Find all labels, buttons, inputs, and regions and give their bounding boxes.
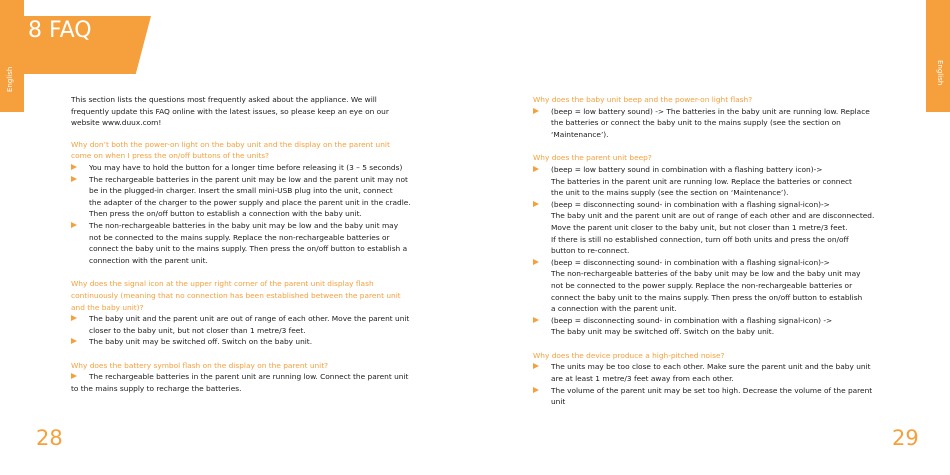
triangle-right-icon bbox=[533, 317, 539, 323]
faq-question bbox=[533, 152, 883, 164]
faq-answer bbox=[533, 315, 883, 338]
faq-answer bbox=[71, 313, 421, 336]
faq-answer-line: (beep = disconnecting sound- in combination with a flashing signal-icon)-> bbox=[551, 199, 830, 209]
faq-section bbox=[71, 360, 421, 395]
chapter-title: 8 FAQ bbox=[28, 18, 92, 43]
faq-answer-list bbox=[533, 164, 883, 338]
faq-question-line: and the baby unit)? bbox=[71, 302, 144, 312]
faq-answer-list bbox=[533, 361, 883, 407]
faq-question-line: Why does the baby unit beep and the power-on light flash? bbox=[533, 95, 753, 104]
faq-answer-line: connect the baby unit to the mains supply. Then press the on/off button to establish a bbox=[89, 244, 408, 254]
faq-answer-line: (beep = disconnecting sound- in combination with a flashing signal-icon) -> bbox=[551, 315, 833, 325]
faq-answer bbox=[71, 162, 421, 174]
faq-question-line: Why does the signal icon at the upper right corner of the parent unit display flash bbox=[71, 279, 374, 289]
faq-answer-line: (beep = low battery sound in combination with a flashing battery icon)-> bbox=[551, 164, 823, 174]
right-faq-list bbox=[533, 94, 883, 408]
faq-answer bbox=[533, 361, 883, 384]
faq-answer bbox=[533, 199, 883, 257]
triangle-right-icon bbox=[71, 373, 77, 379]
triangle-right-icon bbox=[533, 108, 539, 114]
faq-answer-line: Then press the on/off button to establish a connection with the baby unit. bbox=[89, 209, 362, 219]
faq-question bbox=[533, 94, 883, 106]
side-tab-right-label: English bbox=[936, 60, 944, 86]
side-tab-left-label: English bbox=[6, 66, 14, 92]
side-tab-right bbox=[926, 0, 950, 112]
left-faq-list bbox=[71, 139, 421, 395]
faq-answer-line: The baby unit may be switched off. Switch on the baby unit. bbox=[89, 337, 313, 347]
side-tab-left bbox=[0, 0, 24, 112]
triangle-right-icon bbox=[533, 259, 539, 265]
intro-line: website www.duux.com! bbox=[71, 118, 162, 128]
faq-answer-line: be in the plugged-in charger. Insert the small mini-USB plug into the unit, connect bbox=[89, 186, 393, 196]
page-number-right: 29 bbox=[892, 426, 919, 450]
faq-answer-line: button to re-connect. bbox=[551, 246, 630, 256]
faq-answer-line: The baby unit may be switched off. Switch on the baby unit. bbox=[551, 327, 775, 337]
faq-answer-line: The batteries in the parent unit are running low. Replace the batteries or connect bbox=[551, 176, 852, 186]
faq-answer-line: are at least 1 metre/3 feet away from each other. bbox=[551, 374, 734, 384]
faq-answer-line: The non-rechargeable batteries in the baby unit may be low and the baby unit may bbox=[89, 220, 399, 230]
faq-answer-line: You may have to hold the button for a longer time before releasing it (3 – 5 seconds) bbox=[89, 162, 403, 172]
faq-answer-line: (beep = disconnecting sound- in combination with a flashing signal-icon)-> bbox=[551, 257, 830, 267]
intro-line: This section lists the questions most frequently asked about the appliance. We will bbox=[71, 95, 377, 104]
faq-answer-line: not be connected to the mains supply. Replace the non-rechargeable batteries or bbox=[89, 232, 390, 242]
faq-question-line: Why does the device produce a high-pitched noise? bbox=[533, 350, 725, 360]
faq-answer-line: the unit to the mains supply (see the section on ‘Maintenance’). bbox=[551, 188, 789, 198]
faq-section bbox=[71, 139, 421, 267]
triangle-right-icon bbox=[71, 164, 77, 170]
faq-answer-line: The non-rechargeable batteries of the baby unit may be low and the baby unit may bbox=[551, 269, 861, 279]
faq-answer-line: If there is still no established connection, turn off both units and press the on/off bbox=[551, 234, 849, 244]
triangle-right-icon bbox=[533, 363, 539, 369]
faq-section bbox=[533, 152, 883, 338]
page-number-left: 28 bbox=[36, 426, 63, 450]
faq-answer bbox=[71, 220, 421, 266]
faq-question bbox=[533, 350, 883, 362]
faq-answer-line: not be connected to the power supply. Replace the non-rechargeable batteries or bbox=[551, 280, 853, 290]
faq-question-line: Why does the battery symbol flash on the display on the parent unit? bbox=[71, 360, 329, 370]
faq-answer-line: connection with the parent unit. bbox=[89, 255, 208, 265]
faq-question-line: Why don’t both the power-on light on the baby unit and the display on the parent unit bbox=[71, 139, 390, 149]
faq-section bbox=[533, 350, 883, 408]
faq-answer-line: to the mains supply to recharge the batteries. bbox=[71, 384, 242, 394]
faq-answer bbox=[71, 336, 421, 348]
faq-answer-line: connect the baby unit to the mains supply. Then press the on/off button to establish bbox=[551, 292, 863, 302]
faq-answer-list bbox=[71, 162, 421, 266]
faq-answer-line: the batteries or connect the baby unit to the mains supply (see the section on bbox=[551, 118, 841, 128]
triangle-right-icon bbox=[71, 315, 77, 321]
triangle-right-icon bbox=[71, 176, 77, 182]
faq-answer-list bbox=[71, 371, 421, 394]
faq-answer-line: The rechargeable batteries in the parent unit may be low and the parent unit may not bbox=[89, 174, 408, 184]
triangle-right-icon bbox=[71, 222, 77, 228]
right-column bbox=[533, 94, 883, 420]
faq-answer bbox=[533, 164, 883, 199]
triangle-right-icon bbox=[71, 338, 77, 344]
faq-answer-line: unit bbox=[551, 397, 566, 407]
faq-answer-line: a connection with the parent unit. bbox=[551, 304, 677, 314]
faq-answer-line: closer to the baby unit, but not closer than 1 metre/3 feet. bbox=[89, 325, 306, 335]
faq-answer-list bbox=[71, 313, 421, 348]
faq-answer-line: The baby unit and the parent unit are out of range of each other. Move the parent unit bbox=[89, 314, 410, 324]
faq-section bbox=[71, 278, 421, 348]
faq-answer bbox=[71, 371, 421, 394]
faq-section bbox=[533, 94, 883, 140]
triangle-right-icon bbox=[533, 166, 539, 172]
triangle-right-icon bbox=[533, 387, 539, 393]
faq-answer-line: (beep = low battery sound) -> The batteries in the baby unit are running low. Replace bbox=[551, 106, 870, 116]
faq-answer bbox=[533, 385, 883, 408]
faq-answer-line: The volume of the parent unit may be set too high. Decrease the volume of the parent bbox=[551, 385, 873, 395]
faq-answer bbox=[71, 174, 421, 220]
faq-answer-line: The rechargeable batteries in the parent unit are running low. Connect the parent unit bbox=[89, 372, 409, 382]
faq-question-line: Why does the parent unit beep? bbox=[533, 153, 652, 163]
intro-line: frequently update this FAQ online with the latest issues, so please keep an eye on our bbox=[71, 106, 389, 116]
faq-answer-line: the adapter of the charger to the power supply and place the parent unit in the cradle. bbox=[89, 197, 411, 207]
faq-question bbox=[71, 139, 421, 162]
faq-answer-line: The units may be too close to each other. Make sure the parent unit and the baby unit bbox=[551, 362, 871, 372]
triangle-right-icon bbox=[533, 201, 539, 207]
faq-question-line: continuously (meaning that no connection has been established between the parent unit bbox=[71, 290, 401, 300]
faq-answer-line: ‘Maintenance’). bbox=[551, 129, 609, 139]
faq-answer-line: Move the parent unit closer to the baby unit, but not closer than 1 metre/3 feet. bbox=[551, 222, 848, 232]
faq-question bbox=[71, 278, 421, 313]
left-column bbox=[71, 94, 421, 407]
faq-question-line: come on when I press the on/off buttons of the units? bbox=[71, 151, 269, 161]
faq-answer bbox=[533, 257, 883, 315]
faq-answer-line: The baby unit and the parent unit are out of range of each other and are disconnected. bbox=[551, 211, 875, 221]
faq-question bbox=[71, 360, 421, 372]
faq-answer bbox=[533, 106, 883, 141]
faq-answer-list bbox=[533, 106, 883, 141]
intro-paragraph bbox=[71, 94, 421, 129]
